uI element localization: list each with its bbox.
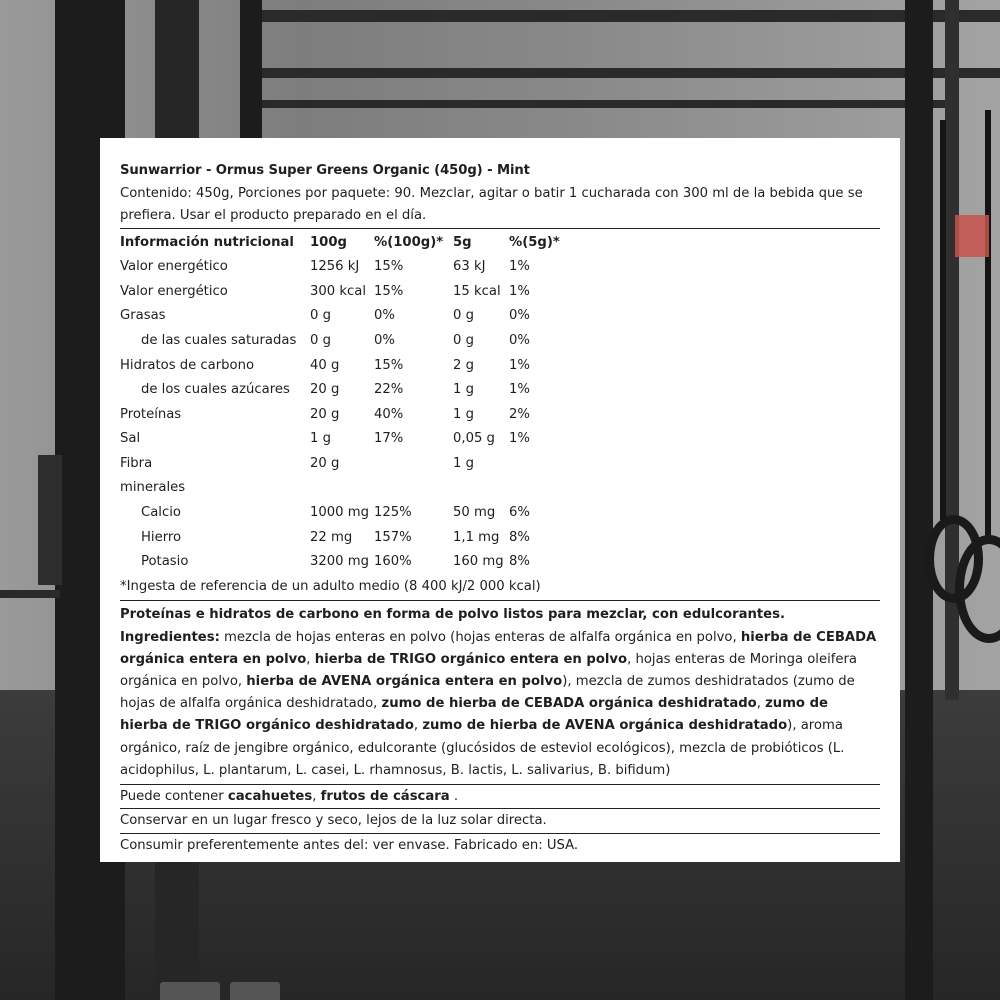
ingredients-text: [120, 601, 880, 784]
nutrition-footnote: *Ingesta de referencia de un adulto medio (8 400 kJ/2 000 kcal): [120, 578, 541, 594]
value-5g: 0 g: [453, 332, 474, 348]
percent-5g: 6%: [509, 505, 530, 521]
text-segment: .: [449, 788, 459, 804]
bold-text-segment: zumo de hierba de CEBADA orgánica deshidratado: [381, 696, 757, 712]
nutrient-label: Fibra: [120, 455, 153, 471]
value-100g: 3200 mg: [310, 554, 369, 570]
header-cell: %(5g)*: [509, 234, 560, 250]
nutrition-row: [120, 452, 880, 477]
nutrition-row: [120, 476, 880, 501]
nutrient-label: Hierro: [141, 529, 182, 545]
percent-5g: 1%: [509, 357, 530, 373]
nutrient-label: Valor energético: [120, 283, 228, 299]
allergens-text: [120, 785, 880, 809]
text-segment: ,: [306, 651, 315, 667]
value-5g: 1 g: [453, 382, 474, 398]
nutrition-row: [120, 280, 880, 305]
header-cell: 100g: [310, 234, 347, 250]
percent-100g: 40%: [374, 406, 404, 422]
value-5g: 0,05 g: [453, 431, 495, 447]
bold-text-segment: hierba de CEBADA orgánica entera en polvo: [120, 629, 877, 667]
text-segment: ), mezcla de zumos deshidratados (zumo de hojas de alfalfa orgánica deshidratado,: [120, 673, 855, 712]
percent-100g: 17%: [374, 431, 404, 447]
percent-100g: 0%: [374, 332, 395, 348]
header-cell: %(100g)*: [374, 234, 444, 250]
percent-100g: 0%: [374, 308, 395, 324]
percent-5g: 1%: [509, 431, 530, 447]
percent-100g: [374, 452, 453, 477]
value-100g: 20 g: [310, 382, 340, 398]
percent-5g: [509, 476, 880, 501]
value-100g: 40 g: [310, 357, 340, 373]
nutrient-label: Proteínas: [120, 406, 182, 422]
percent-5g: [509, 452, 880, 477]
bold-text-segment: zumo de hierba de AVENA orgánica deshidratado: [422, 718, 788, 734]
value-100g: 1 g: [310, 431, 331, 447]
nutrition-row: [120, 353, 880, 378]
product-intro: Contenido: 450g, Porciones por paquete: 90. Mezclar, agitar o batir 1 cucharada con 300 ml de la bebida que se prefiera. Usar el producto preparado en el día.: [120, 185, 863, 223]
value-100g: 22 mg: [310, 529, 353, 545]
divider: [120, 228, 880, 229]
bold-text-segment: zumo de hierba de TRIGO orgánico deshidratado: [120, 696, 828, 734]
bold-text-segment: hierba de TRIGO orgánico entera en polvo: [314, 651, 628, 667]
percent-5g: 1%: [509, 382, 530, 398]
percent-100g: 157%: [374, 529, 412, 545]
header-cell: Información nutricional: [120, 234, 294, 250]
value-5g: 2 g: [453, 357, 474, 373]
bold-text-segment: frutos de cáscara: [320, 788, 450, 804]
text-segment: ), aroma orgánico, raíz de jengibre orgánico, edulcorante (glucósidos de esteviol ecológicos), mezcla de probióticos (L. acidophilus, L. plantarum, L. casei, L. rhamnosus, B. lactis, L. salivarius, B. bifidum): [120, 718, 845, 778]
value-100g: 1256 kJ: [310, 259, 360, 275]
percent-100g: 125%: [374, 505, 412, 521]
text-segment: ,: [756, 696, 766, 712]
percent-5g: 0%: [509, 332, 530, 348]
text-segment: , hojas enteras de Moringa oleifera orgánica en polvo,: [120, 651, 858, 689]
text-segment: ,: [312, 788, 321, 804]
value-100g: 20 g: [310, 455, 340, 471]
text-segment: ,: [413, 718, 423, 734]
percent-5g: 1%: [509, 259, 530, 275]
value-5g: 1 g: [453, 455, 474, 471]
nutrition-row: [120, 378, 880, 403]
percent-5g: 8%: [509, 554, 530, 570]
percent-5g: 0%: [509, 308, 530, 324]
percent-100g: 15%: [374, 357, 404, 373]
product-title: Sunwarrior - Ormus Super Greens Organic (450g) - Mint: [120, 163, 530, 178]
header-cell: 5g: [453, 234, 472, 250]
nutrient-label: de los cuales azúcares: [141, 382, 290, 398]
best-before-text: Consumir preferentemente antes del: ver envase. Fabricado en: USA.: [120, 837, 579, 853]
nutrient-label: Calcio: [141, 505, 181, 521]
bold-text-segment: Ingredientes:: [120, 629, 220, 645]
nutrient-label: Hidratos de carbono: [120, 357, 255, 373]
value-100g: [310, 476, 374, 501]
bold-text-segment: cacahuetes: [227, 788, 313, 804]
text-segment: mezcla de hojas enteras en polvo (hojas enteras de alfalfa orgánica en polvo,: [219, 629, 741, 645]
nutrient-label: minerales: [120, 480, 186, 496]
percent-100g: [374, 476, 453, 501]
percent-5g: 8%: [509, 529, 530, 545]
value-5g: 15 kcal: [453, 283, 501, 299]
percent-5g: 1%: [509, 283, 530, 299]
nutrition-row: [120, 526, 880, 551]
value-5g: [453, 476, 509, 501]
nutrient-label: Valor energético: [120, 259, 228, 275]
value-100g: 0 g: [310, 308, 331, 324]
nutrient-label: Grasas: [120, 308, 166, 324]
value-100g: 1000 mg: [310, 505, 369, 521]
percent-100g: 15%: [374, 283, 404, 299]
value-5g: 160 mg: [453, 554, 504, 570]
nutrition-table: [120, 231, 880, 575]
value-100g: 20 g: [310, 406, 340, 422]
value-5g: 1,1 mg: [453, 529, 500, 545]
nutrition-row: [120, 501, 880, 526]
nutrition-row: [120, 403, 880, 428]
bold-text-segment: Proteínas e hidratos de carbono en forma de polvo listos para mezclar, con edulcorantes.: [120, 607, 785, 623]
nutrition-header-row: [120, 231, 880, 256]
nutrition-row: [120, 329, 880, 354]
percent-100g: 15%: [374, 259, 404, 275]
value-100g: 300 kcal: [310, 283, 366, 299]
nutrition-row: [120, 427, 880, 452]
nutrient-label: Sal: [120, 431, 141, 447]
nutrient-label: de las cuales saturadas: [141, 332, 297, 348]
value-5g: 0 g: [453, 308, 474, 324]
value-5g: 1 g: [453, 406, 474, 422]
nutrient-label: Potasio: [141, 554, 189, 570]
value-5g: 50 mg: [453, 505, 496, 521]
nutrition-row: [120, 255, 880, 280]
percent-5g: 2%: [509, 406, 530, 422]
nutrition-label-card: [100, 138, 900, 862]
percent-100g: 22%: [374, 382, 404, 398]
value-5g: 63 kJ: [453, 259, 486, 275]
percent-100g: 160%: [374, 554, 412, 570]
storage-text: Conservar en un lugar fresco y seco, lejos de la luz solar directa.: [120, 813, 547, 829]
nutrition-row: [120, 304, 880, 329]
text-segment: Puede contener: [120, 788, 228, 804]
nutrition-row: [120, 550, 880, 575]
value-100g: 0 g: [310, 332, 331, 348]
bold-text-segment: hierba de AVENA orgánica entera en polvo: [246, 673, 563, 689]
